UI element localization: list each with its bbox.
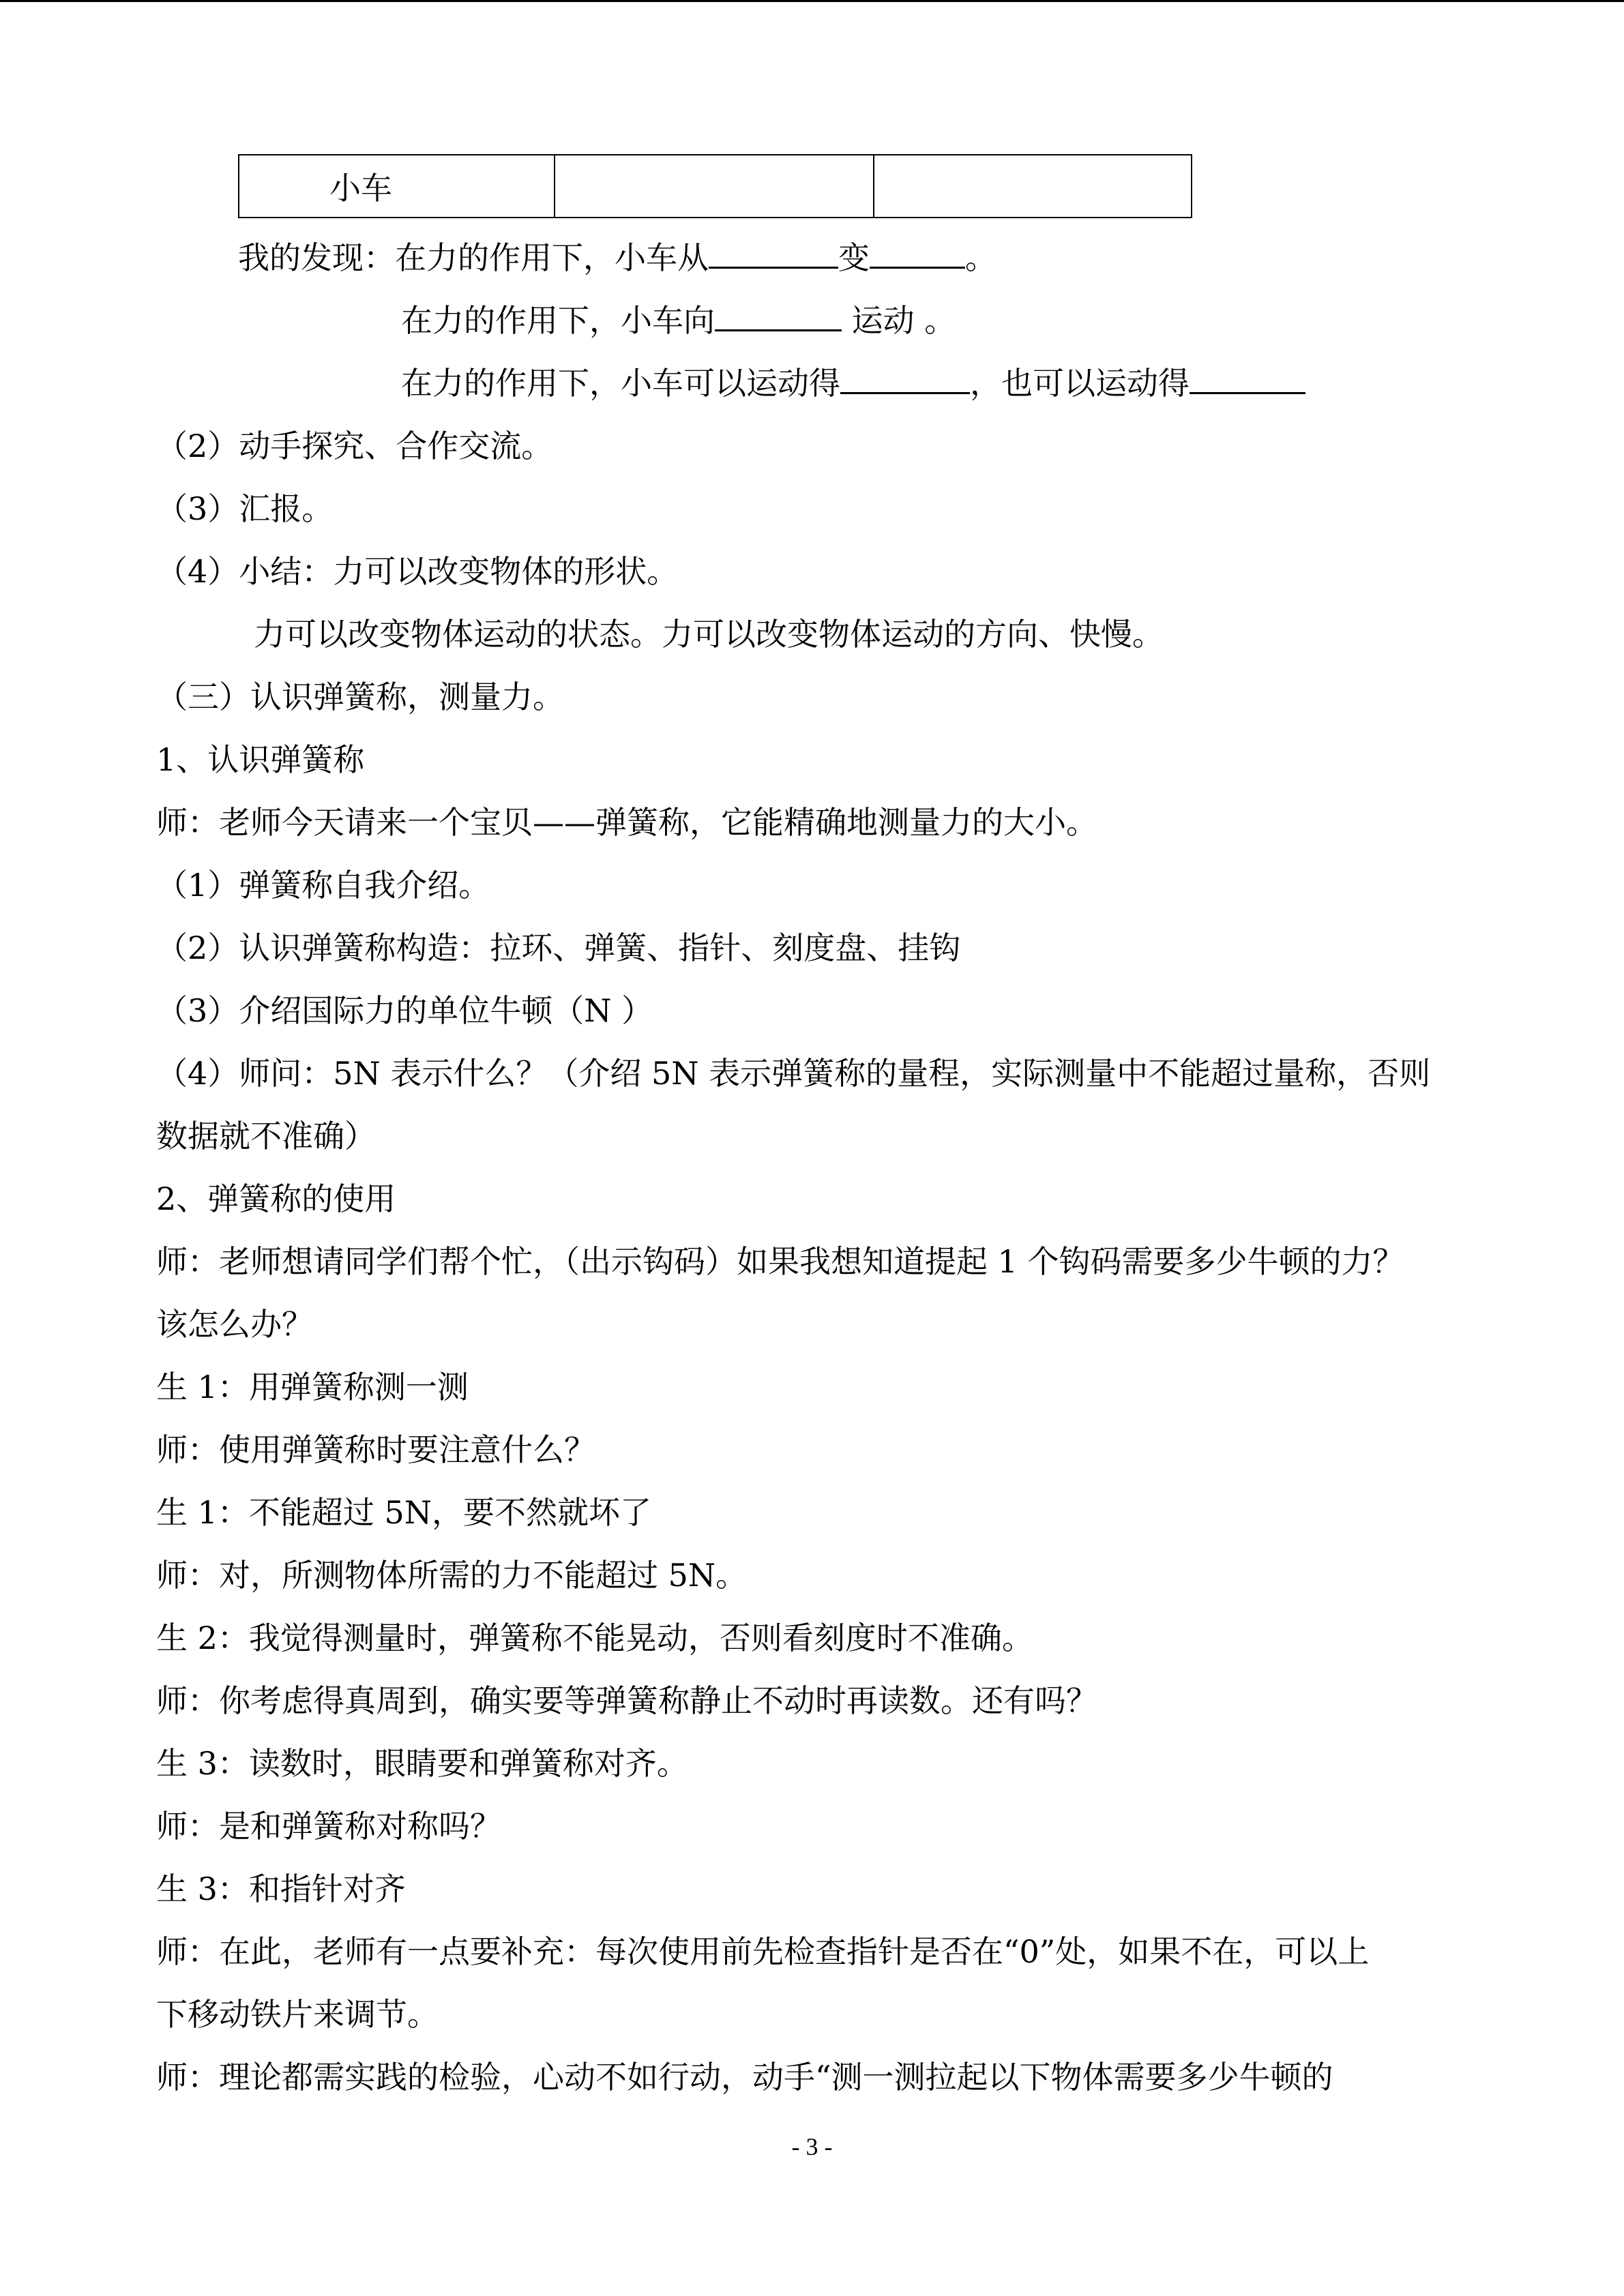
paragraph-line: 数据就不准确） bbox=[156, 1118, 376, 1154]
paragraph-line: 力可以改变物体运动的状态。力可以改变物体运动的方向、快慢。 bbox=[254, 616, 1164, 653]
paragraph-line: （2）动手探究、合作交流。 bbox=[156, 428, 553, 464]
fill-blank bbox=[715, 303, 842, 331]
paragraph-line: 师：老师今天请来一个宝贝——弹簧称，它能精确地测量力的大小。 bbox=[156, 804, 1097, 841]
text-span: 我的发现：在力的作用下，小车从 bbox=[238, 239, 709, 276]
discovery-line-3 bbox=[401, 363, 1305, 404]
discovery-line-1 bbox=[238, 237, 996, 278]
paragraph-line: （4）小结：力可以改变物体的形状。 bbox=[156, 553, 679, 590]
paragraph-line: 师：你考虑得真周到，确实要等弹簧称静止不动时再读数。还有吗？ bbox=[156, 1682, 1097, 1719]
text-span: ，也可以运动得 bbox=[970, 365, 1190, 402]
text-span: 在力的作用下，小车可以运动得 bbox=[401, 365, 840, 402]
paragraph-line: 生 2：我觉得测量时，弹簧称不能晃动，否则看刻度时不准确。 bbox=[156, 1620, 1033, 1656]
fill-blank bbox=[1190, 366, 1305, 394]
paragraph-line: （4）师问：5N 表示什么？（介绍 5N 表示弹簧称的量程，实际测量中不能超过量称，否则 bbox=[156, 1055, 1431, 1092]
text-span: 运动 。 bbox=[842, 302, 956, 339]
paragraph-line: 师：老师想请同学们帮个忙，（出示钩码）如果我想知道提起 1 个钩码需要多少牛顿的力？ bbox=[156, 1243, 1404, 1280]
paragraph-line: （3）汇报。 bbox=[156, 490, 334, 527]
paragraph-line: 生 1：不能超过 5N，要不然就坏了 bbox=[156, 1494, 652, 1531]
table-row bbox=[239, 155, 1192, 218]
paragraph-line: 下移动铁片来调节。 bbox=[156, 1996, 439, 2033]
text-span: 。 bbox=[965, 239, 996, 276]
fill-blank bbox=[709, 241, 838, 269]
table-cell-label: 小车 bbox=[239, 155, 555, 218]
text-span: 变 bbox=[838, 239, 870, 276]
fill-blank bbox=[870, 241, 965, 269]
paragraph-line: 师：理论都需实践的检验，心动不如行动，动手“测一测拉起以下物体需要多少牛顿的 bbox=[156, 2059, 1333, 2096]
top-border bbox=[0, 0, 1624, 2]
subsection-heading: 2、弹簧称的使用 bbox=[156, 1180, 396, 1217]
fill-blank bbox=[840, 366, 970, 394]
section-heading: （三）认识弹簧称，测量力。 bbox=[156, 679, 564, 715]
page-number: - 3 - bbox=[791, 2133, 833, 2160]
paragraph-line: 生 1：用弹簧称测一测 bbox=[156, 1369, 469, 1405]
discovery-line-2 bbox=[401, 300, 956, 341]
paragraph-line: （1）弹簧称自我介绍。 bbox=[156, 867, 490, 904]
paragraph-line: （2）认识弹簧称构造：拉环、弹簧、指针、刻度盘、挂钩 bbox=[156, 929, 961, 966]
paragraph-line: 师：对，所测物体所需的力不能超过 5N。 bbox=[156, 1557, 748, 1594]
subsection-heading: 1、认识弹簧称 bbox=[156, 741, 365, 778]
paragraph-line: （3）介绍国际力的单位牛顿（N ） bbox=[156, 992, 653, 1029]
text-span: 在力的作用下，小车向 bbox=[401, 302, 715, 339]
observation-table bbox=[238, 154, 1192, 218]
table-cell-empty bbox=[874, 155, 1192, 218]
paragraph-line: 师：是和弹簧称对称吗？ bbox=[156, 1808, 501, 1845]
paragraph-line: 师：使用弹簧称时要注意什么？ bbox=[156, 1431, 595, 1468]
table-cell-empty bbox=[555, 155, 874, 218]
paragraph-line: 该怎么办？ bbox=[156, 1306, 313, 1343]
paragraph-line: 师：在此，老师有一点要补充：每次使用前先检查指针是否在“0”处，如果不在，可以上 bbox=[156, 1933, 1370, 1970]
paragraph-line: 生 3：读数时，眼睛要和弹簧称对齐。 bbox=[156, 1745, 688, 1782]
paragraph-line: 生 3：和指针对齐 bbox=[156, 1870, 406, 1907]
